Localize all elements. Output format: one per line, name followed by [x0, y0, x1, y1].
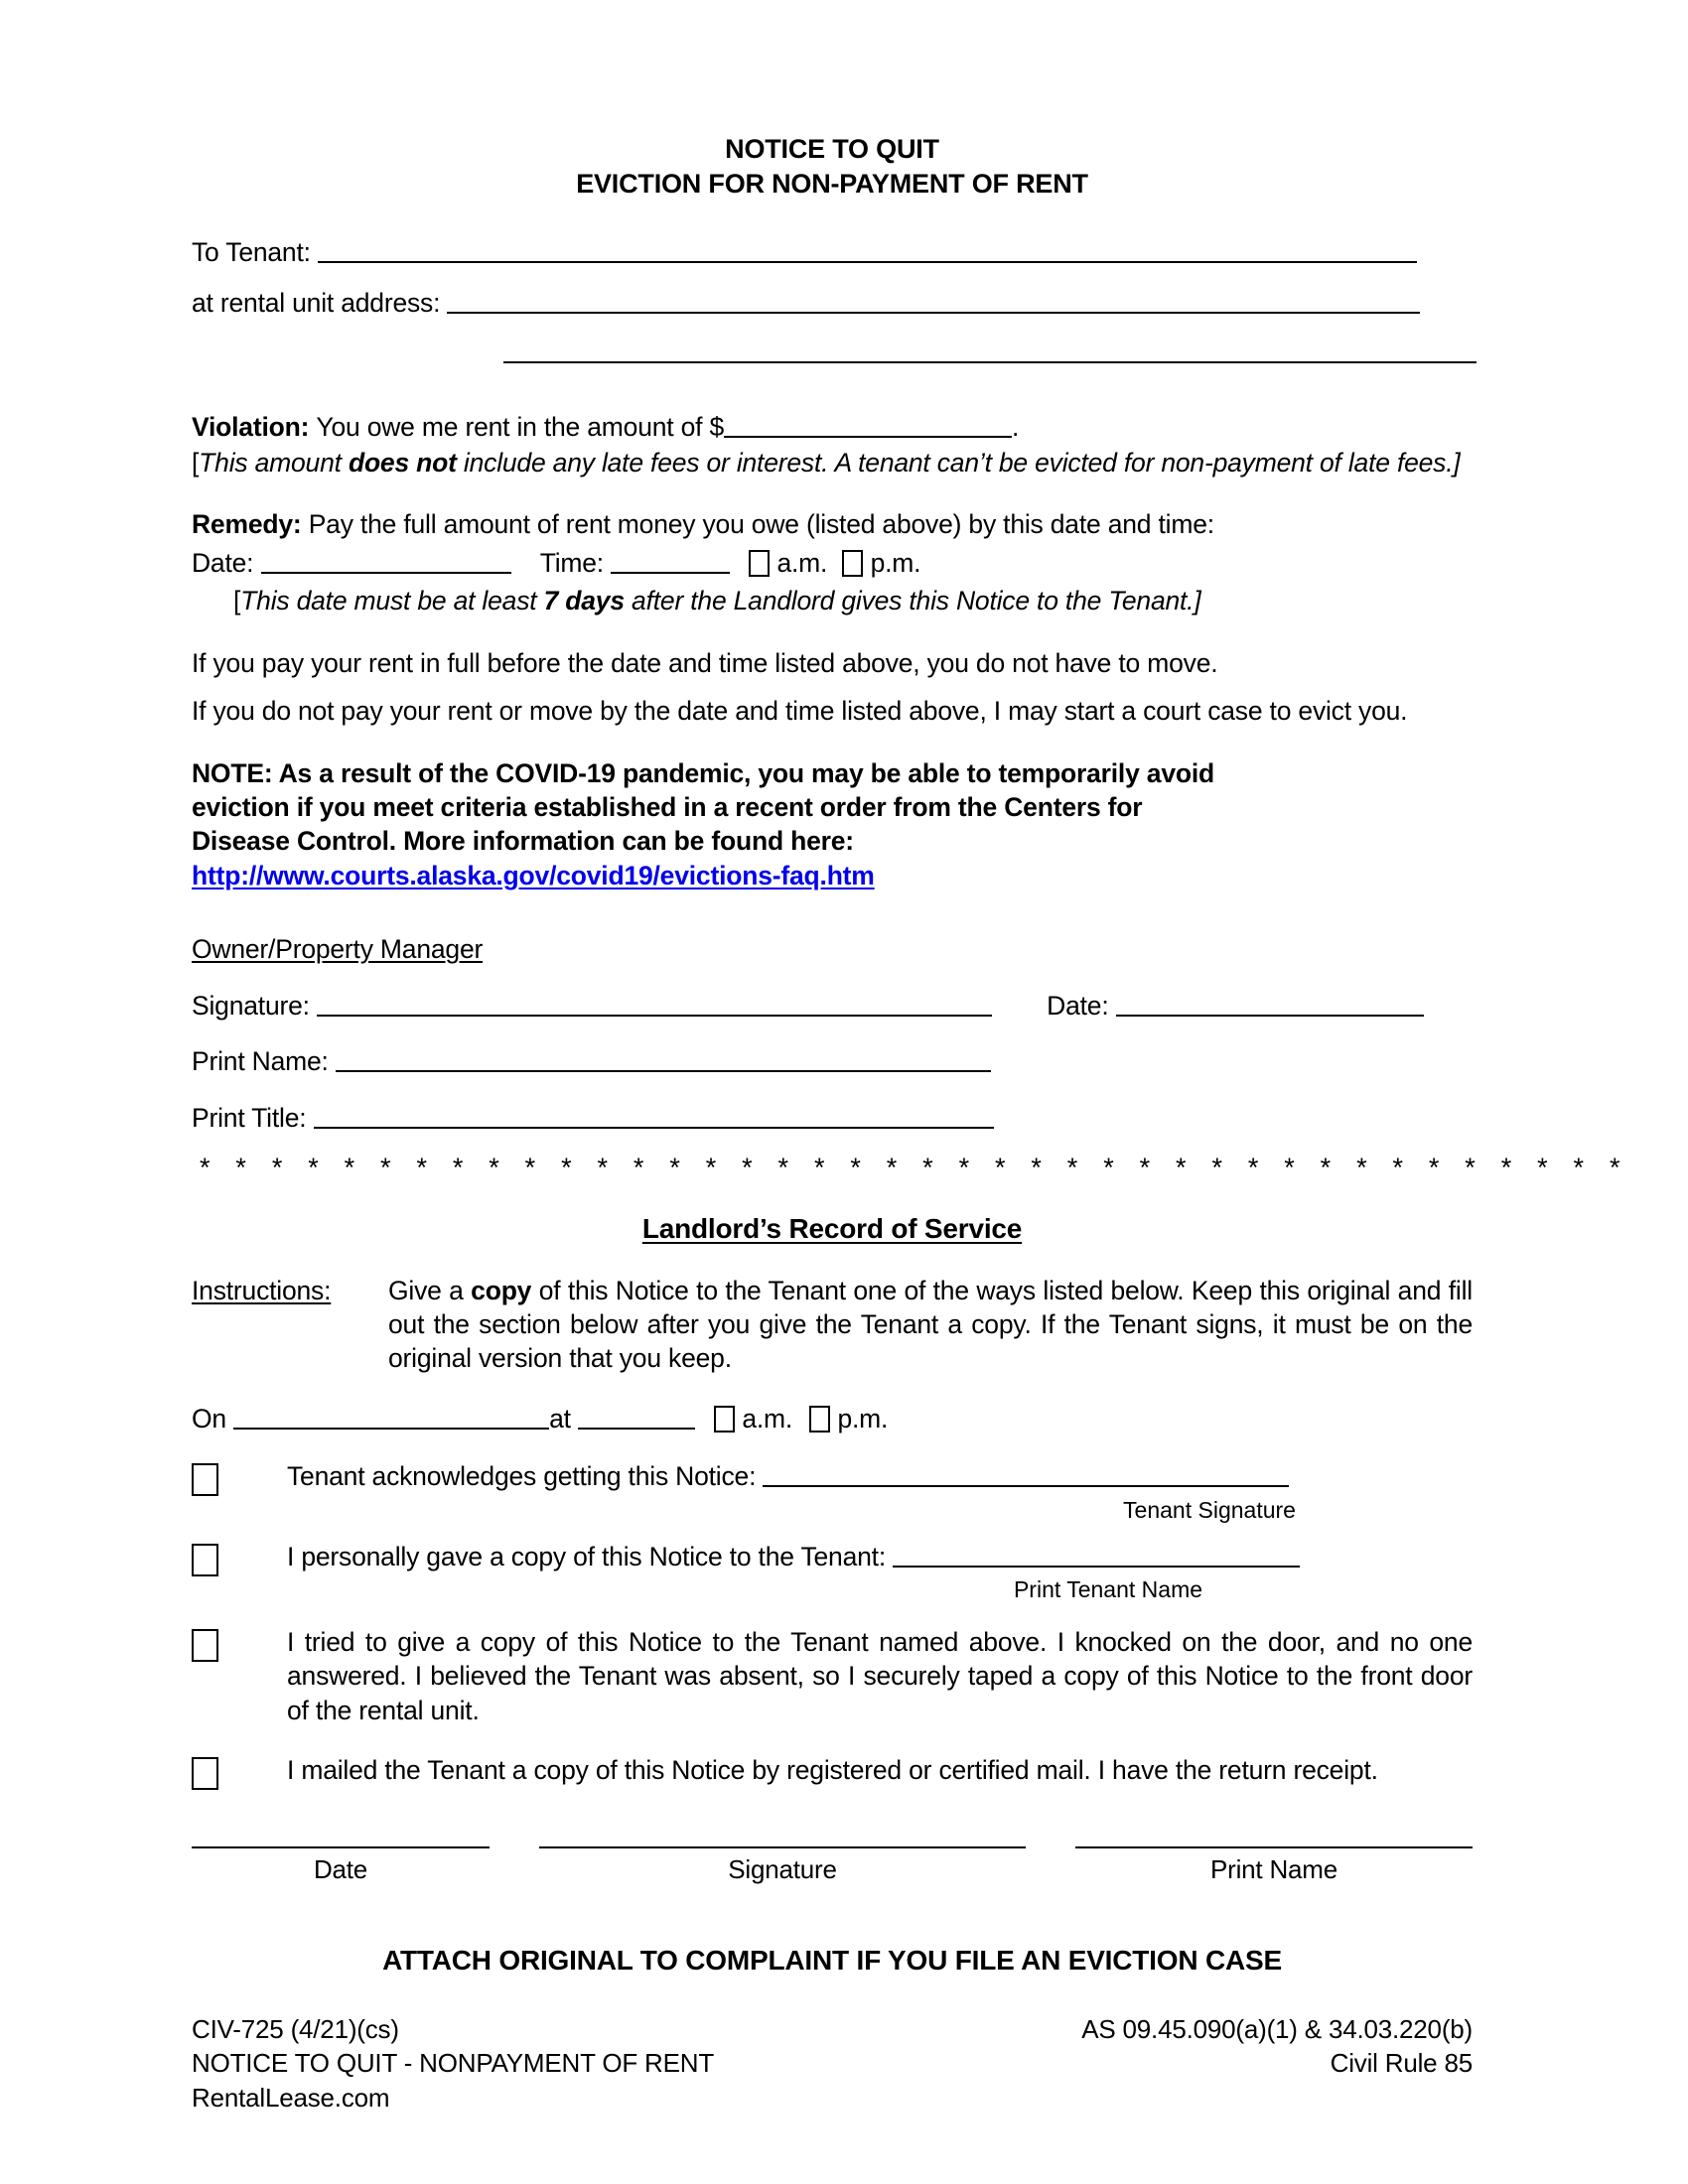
remedy-note-part2: after the Landlord gives this Notice to the Tenant. [624, 586, 1195, 616]
service-option-2 [192, 1540, 1473, 1605]
service-option-1-sublabel: Tenant Signature [1123, 1496, 1296, 1523]
remedy-pm-label: p.m. [870, 547, 921, 578]
footer-source-site: RentalLease.com [192, 2082, 390, 2113]
instructions-label-cell [192, 1274, 388, 1307]
owner-heading: Owner/Property Manager [192, 934, 484, 965]
attach-original-notice: ATTACH ORIGINAL TO COMPLAINT IF YOU FILE AN EVICTION CASE [382, 1944, 1282, 1976]
owner-print-title-input-line[interactable] [314, 1105, 994, 1129]
service-at-label: at [549, 1403, 571, 1433]
paragraph-pay-in-full: If you pay your rent in full before the date and time listed above, you do not have to move. [192, 647, 1218, 678]
service-option-1-checkbox-cell [192, 1459, 287, 1497]
footer-row-3 [192, 2081, 1473, 2115]
remedy-note-bold: 7 days [543, 586, 625, 616]
to-tenant-input-line[interactable] [318, 239, 1417, 263]
service-option-3-text: I tried to give a copy of this Notice to the Tenant named above. I knocked on the door, and no one answered. I believed the Tenant was absent, so I securely taped a copy of this Notice to the front door of the rental unit. [287, 1626, 1473, 1725]
owner-print-title-row [192, 1101, 1473, 1135]
footer-statute-citation: AS 09.45.090(a)(1) & 34.03.220(b) [1081, 2013, 1473, 2044]
service-option-3-checkbox[interactable] [192, 1629, 218, 1662]
bottom-print-name-column [1075, 1845, 1473, 1887]
document-footer [192, 2012, 1473, 2115]
title-line-1: NOTICE TO QUIT [725, 134, 939, 164]
service-option-4 [192, 1753, 1473, 1791]
service-option-4-checkbox[interactable] [192, 1757, 218, 1790]
owner-print-title-label: Print Title: [192, 1102, 307, 1133]
service-option-2-checkbox-cell [192, 1540, 287, 1577]
service-pm-label: p.m. [837, 1403, 889, 1433]
remedy-note-row [192, 584, 1473, 617]
service-option-3-checkbox-cell [192, 1625, 287, 1663]
owner-signature-row [192, 989, 1473, 1023]
title-line-2: EVICTION FOR NON-PAYMENT OF RENT [576, 169, 1088, 200]
rental-address-input-line-2[interactable] [503, 340, 1477, 363]
violation-note-open: [ [192, 447, 200, 478]
service-option-2-sublabel: Print Tenant Name [1013, 1576, 1203, 1603]
rental-address-label: at rental unit address: [192, 287, 441, 318]
service-option-4-text: I mailed the Tenant a copy of this Notice by registered or certified mail. I have the return receipt. [287, 1755, 1378, 1786]
remedy-time-label: Time: [539, 547, 604, 578]
service-option-2-checkbox[interactable] [192, 1544, 218, 1576]
covid-note-line-1: NOTE: As a result of the COVID-19 pandemic, you may be able to temporarily avoid [192, 757, 1215, 788]
violation-heading: Violation: [192, 411, 310, 442]
remedy-am-checkbox[interactable] [749, 550, 770, 577]
service-option-4-checkbox-cell [192, 1753, 287, 1791]
owner-date-input-line[interactable] [1116, 993, 1424, 1017]
owner-print-name-label: Print Name: [192, 1046, 329, 1077]
service-am-label: a.m. [742, 1403, 793, 1433]
instructions-block [192, 1274, 1473, 1376]
service-option-2-body [287, 1540, 1473, 1605]
covid-faq-link[interactable]: http://www.courts.alaska.gov/covid19/evictions-faq.htm [192, 860, 875, 890]
remedy-row [192, 507, 1473, 541]
rental-address-input-line-1[interactable] [447, 290, 1420, 314]
owner-heading-row [192, 932, 1473, 966]
record-of-service-heading-text: Landlord’s Record of Service [641, 1213, 1023, 1245]
remedy-heading: Remedy: [192, 509, 302, 540]
violation-row [192, 410, 1473, 444]
covid-note [192, 756, 1473, 893]
paragraph-court-case: If you do not pay your rent or move by the date and time listed above, I may start a court case to evict you. [192, 696, 1408, 727]
service-on-label: On [192, 1403, 226, 1433]
service-am-checkbox[interactable] [714, 1406, 735, 1433]
bottom-date-caption: Date [313, 1853, 368, 1884]
instructions-part2: of this Notice to the Tenant one of the ways listed below. Keep this original and fill out the section below after you give the Tenant a copy. If the Tenant signs, it must be on the original version that you keep. [388, 1275, 1473, 1374]
bottom-print-name-input-line[interactable] [1075, 1845, 1473, 1848]
to-tenant-label: To Tenant: [192, 237, 311, 268]
instructions-part1: Give a [388, 1275, 472, 1305]
service-date-input-line[interactable] [233, 1406, 549, 1430]
violation-period: . [1012, 411, 1020, 442]
service-option-1 [192, 1459, 1473, 1525]
star-divider: * * * * * * * * * * * * * * * * * * * * * * * * * * * * * * * * * * * * * * * * [200, 1153, 1629, 1183]
remedy-datetime-row [192, 546, 1473, 580]
instructions-text [388, 1274, 1473, 1376]
remedy-pm-checkbox[interactable] [842, 550, 863, 577]
violation-note-part2: include any late fees or interest. A tenant can’t be evicted for non-payment of late fees. [456, 447, 1454, 478]
service-option-2-input-line[interactable] [893, 1544, 1300, 1568]
footer-form-title: NOTICE TO QUIT - NONPAYMENT OF RENT [192, 2048, 715, 2079]
footer-row-2 [192, 2046, 1473, 2080]
owner-date-label: Date: [1047, 990, 1109, 1021]
to-tenant-row [192, 235, 1473, 269]
document-title [192, 132, 1473, 202]
violation-note [192, 446, 1473, 479]
bottom-signature-row [192, 1845, 1473, 1887]
document-body [192, 132, 1629, 2115]
bottom-signature-input-line[interactable] [539, 1845, 1026, 1848]
covid-note-line-3: Disease Control. More information can be found here: [192, 826, 854, 857]
instructions-label: Instructions: [192, 1275, 332, 1305]
owner-signature-label: Signature: [192, 990, 310, 1021]
instructions-bold: copy [471, 1275, 532, 1305]
violation-amount-input-line[interactable] [724, 414, 1012, 438]
bottom-print-name-caption: Print Name [1209, 1853, 1338, 1884]
owner-print-name-row [192, 1044, 1473, 1078]
service-option-1-body [287, 1459, 1473, 1525]
violation-note-part1: This amount [199, 447, 349, 478]
service-option-3 [192, 1625, 1473, 1727]
remedy-bracket-open: [ [233, 586, 241, 616]
violation-note-close: ] [1453, 447, 1461, 478]
remedy-time-input-line[interactable] [611, 550, 730, 574]
violation-sentence: You owe me rent in the amount of $ [316, 411, 725, 442]
service-option-1-input-line[interactable] [763, 1464, 1289, 1488]
remedy-date-label: Date: [192, 547, 254, 578]
bottom-signature-column [539, 1845, 1026, 1887]
bottom-signature-caption: Signature [728, 1853, 837, 1884]
owner-signature-input-line[interactable] [317, 993, 992, 1017]
footer-civil-rule: Civil Rule 85 [1330, 2048, 1473, 2079]
footer-form-number: CIV-725 (4/21)(cs) [192, 2013, 399, 2044]
service-datetime-row [192, 1402, 1473, 1435]
violation-note-bold: does not [348, 447, 457, 478]
record-of-service-heading [192, 1211, 1473, 1247]
remedy-am-label: a.m. [776, 547, 828, 578]
bottom-date-column [192, 1845, 490, 1887]
remedy-date-input-line[interactable] [261, 550, 511, 574]
remedy-sentence: Pay the full amount of rent money you owe (listed above) by this date and time: [308, 509, 1214, 540]
rental-address-row-2 [192, 336, 1473, 369]
service-pm-checkbox[interactable] [809, 1406, 830, 1433]
service-option-1-checkbox[interactable] [192, 1463, 218, 1496]
owner-print-name-input-line[interactable] [336, 1048, 991, 1072]
remedy-note-part1: This date must be at least [240, 586, 544, 616]
service-option-2-text: I personally gave a copy of this Notice to the Tenant: [287, 1541, 886, 1571]
footer-row-1 [192, 2012, 1473, 2046]
remedy-bracket-close: ] [1194, 586, 1201, 616]
service-time-input-line[interactable] [578, 1406, 695, 1430]
covid-note-line-2: eviction if you meet criteria established in a recent order from the Centers for [192, 792, 1143, 822]
service-option-1-text: Tenant acknowledges getting this Notice: [287, 1461, 757, 1492]
bottom-date-input-line[interactable] [192, 1845, 490, 1848]
rental-address-row [192, 286, 1473, 320]
